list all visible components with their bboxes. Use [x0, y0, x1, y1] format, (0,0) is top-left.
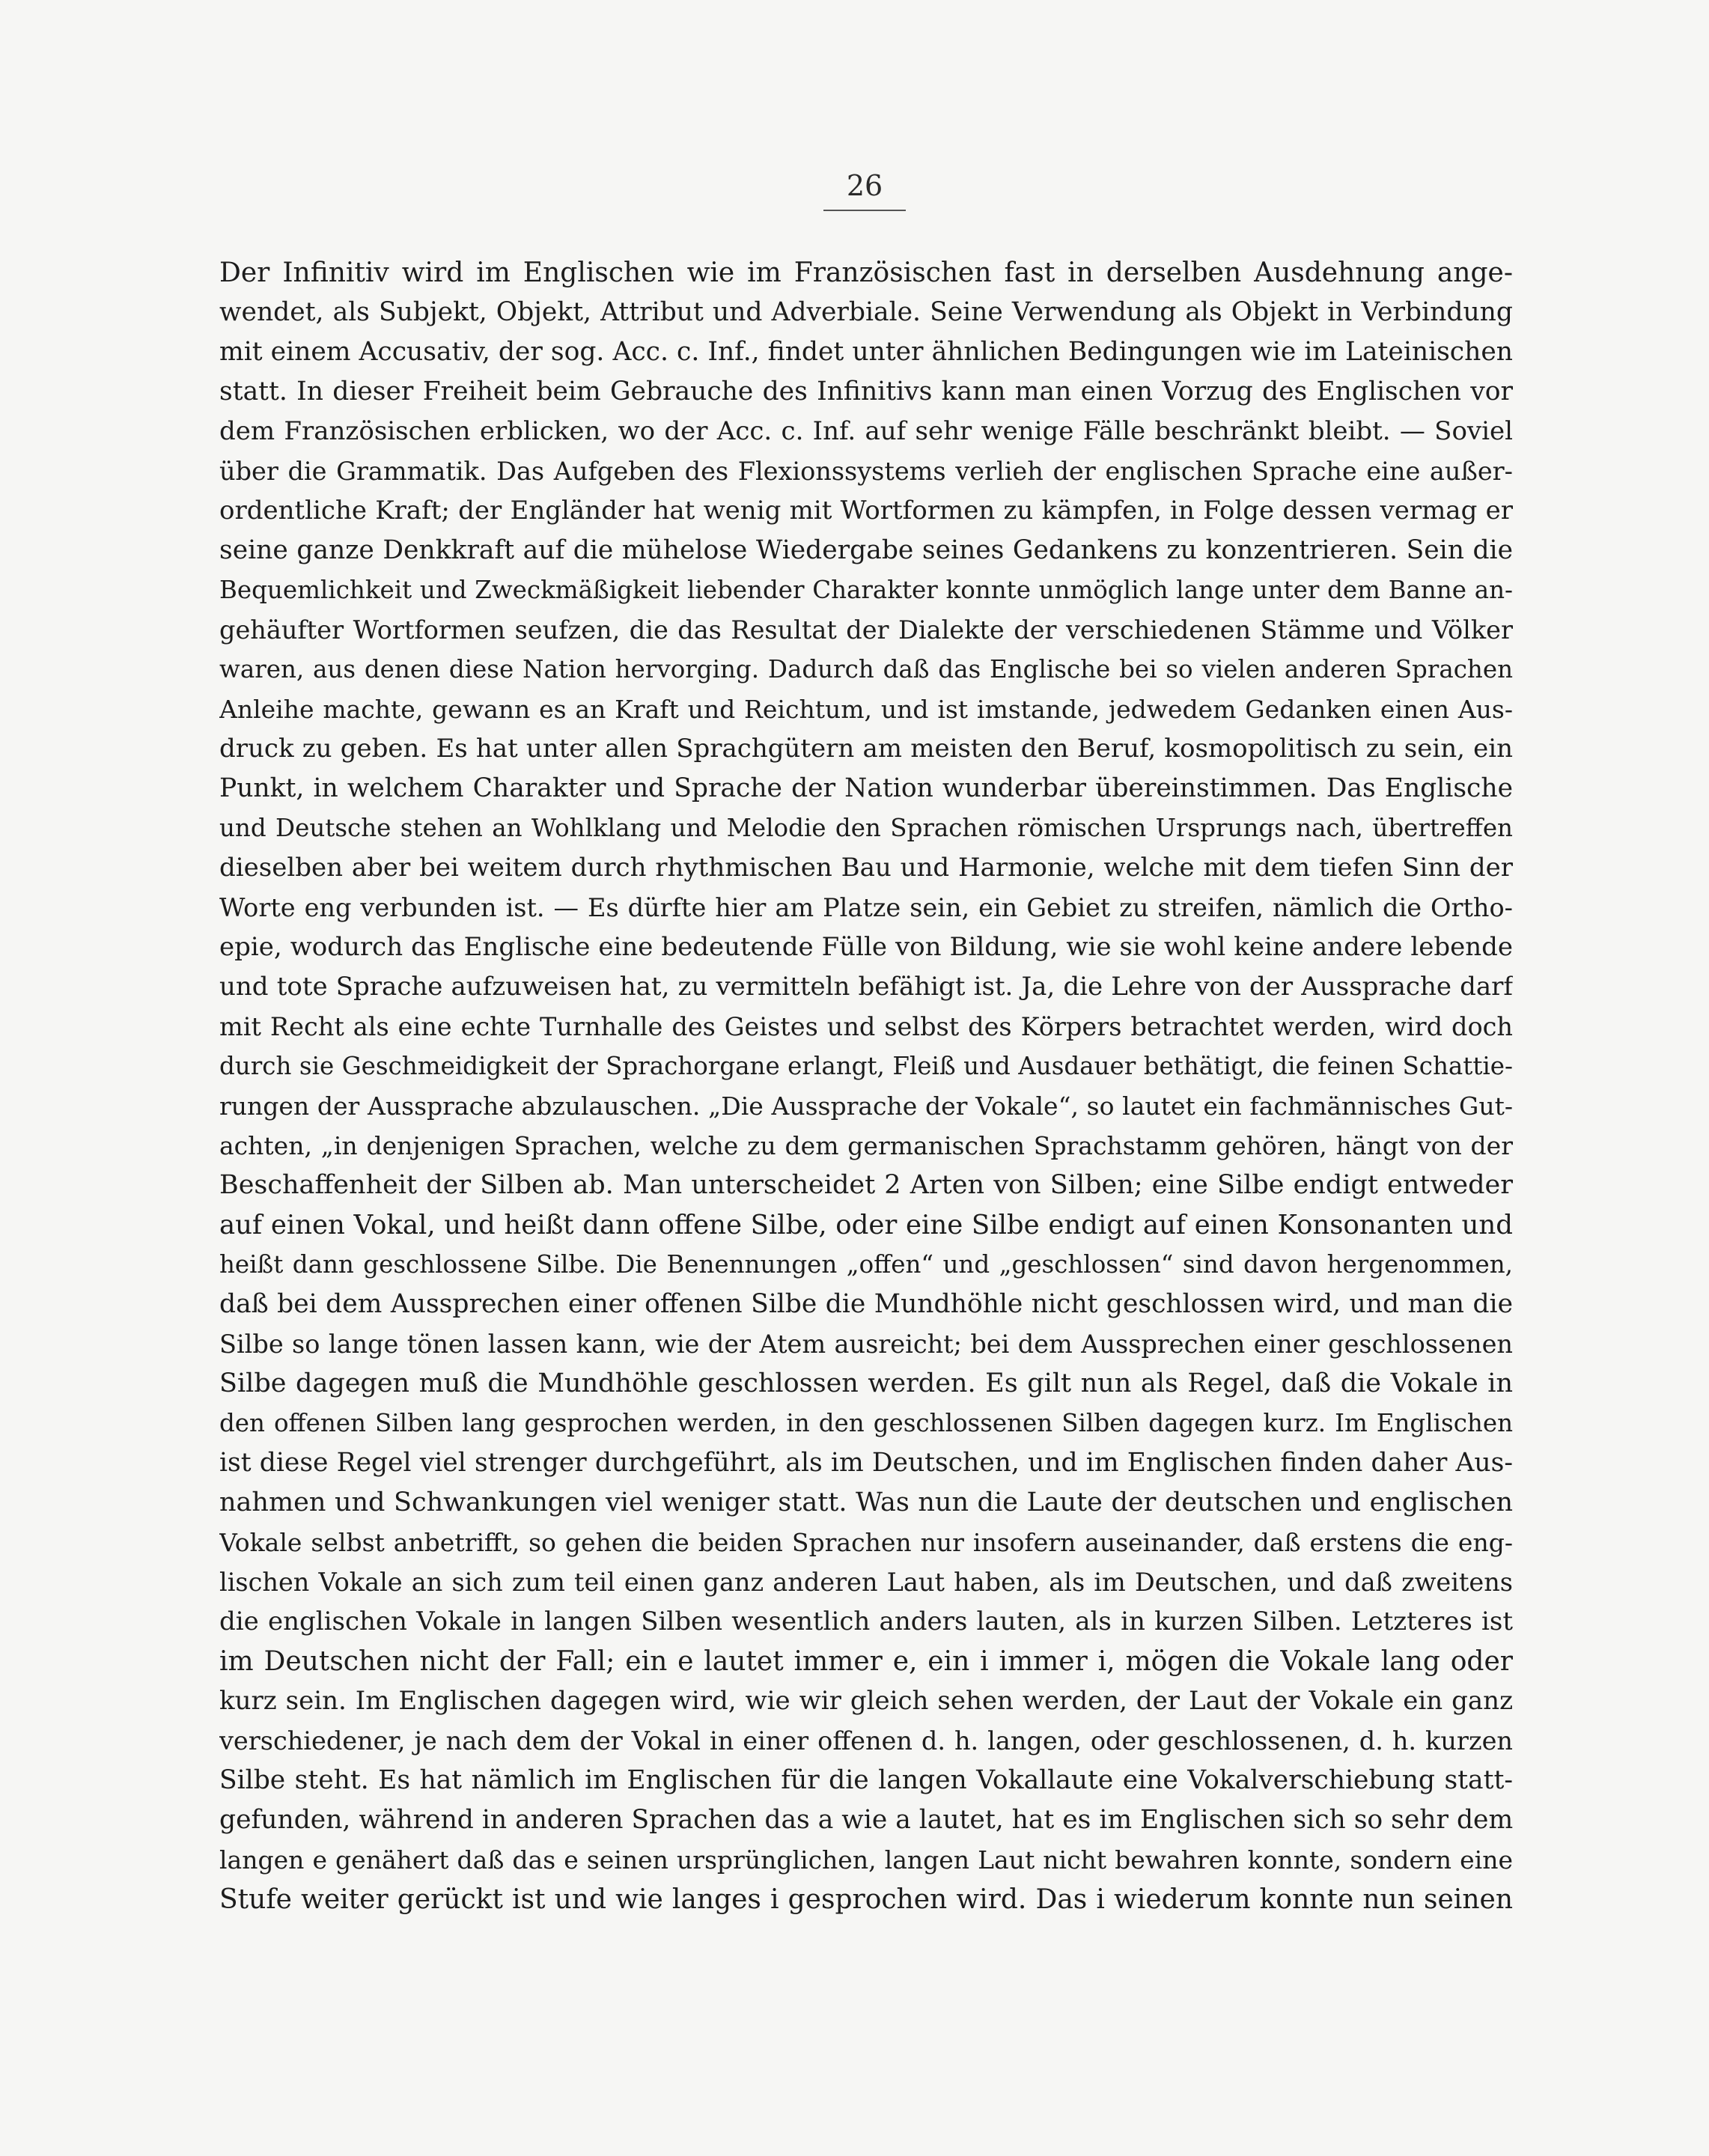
text-line: und Deutsche stehen an Wohlklang und Melodie den Sprachen römischen Ursprungs nach, übertreffen [219, 814, 1513, 842]
text-line: lischen Vokale an sich zum teil einen ganz anderen Laut haben, als im Deutschen, und daß zweitens [219, 1568, 1513, 1597]
text-line: ist diese Regel viel strenger durchgeführt, als im Deutschen, und im Englischen finden daher Aus- [219, 1448, 1513, 1478]
page-number: 26 [846, 169, 883, 202]
text-line: druck zu geben. Es hat unter allen Sprachgütern am meisten den Beruf, kosmopolitisch zu sein, ein [219, 734, 1513, 764]
text-line: gefunden, während in anderen Sprachen das a wie a lautet, hat es im Englischen sich so sehr dem [219, 1805, 1513, 1835]
text-line: kurz sein. Im Englischen dagegen wird, wie wir gleich sehen werden, der Laut der Vokale ein ganz [219, 1686, 1513, 1716]
text-line: dieselben aber bei weitem durch rhythmischen Bau und Harmonie, welche mit dem tiefen Sinn der [219, 853, 1513, 883]
text-line: ordentliche Kraft; der Engländer hat wenig mit Wortformen zu kämpfen, in Folge dessen vermag er [219, 496, 1513, 526]
text-line: rungen der Aussprache abzulauschen. „Die Aussprache der Vokale“, so lautet ein fachmännisches Gut- [219, 1091, 1513, 1121]
text-line: nahmen und Schwankungen viel weniger statt. Was nun die Laute der deutschen und englischen [219, 1487, 1513, 1517]
text-line: heißt dann geschlossene Silbe. Die Benennungen „offen“ und „geschlossen“ sind davon hergenommen, [219, 1250, 1513, 1279]
text-line: verschiedener, je nach dem der Vokal in einer offenen d. h. langen, oder geschlossenen, d. h. kurzen [219, 1726, 1513, 1755]
text-line: daß bei dem Aussprechen einer offenen Silbe die Mundhöhle nicht geschlossen wird, und man die [219, 1289, 1513, 1319]
text-line: Bequemlichkeit und Zweckmäßigkeit liebender Charakter konnte unmöglich lange unter dem Banne an- [219, 576, 1513, 604]
text-line: Der Infinitiv wird im Englischen wie im Französischen fast in derselben Ausdehnung ange- [219, 258, 1513, 288]
text-line: statt. In dieser Freiheit beim Gebrauche des Infinitivs kann man einen Vorzug des Englischen vor [219, 377, 1513, 406]
text-line: waren, aus denen diese Nation hervorging. Dadurch daß das Englische bei so vielen anderen Sprachen [219, 655, 1513, 683]
text-line: achten, „in denjenigen Sprachen, welche zu dem germanischen Sprachstamm gehören, hängt von der [219, 1131, 1513, 1160]
text-line: durch sie Geschmeidigkeit der Sprachorgane erlangt, Fleiß und Ausdauer bethätigt, die feinen Schattie- [219, 1052, 1513, 1080]
text-line: dem Französischen erblicken, wo der Acc. c. Inf. auf sehr wenige Fälle beschränkt bleibt. — Soviel [219, 416, 1513, 446]
text-line: die englischen Vokale in langen Silben wesentlich anders lauten, als in kurzen Silben. Letzteres ist [219, 1607, 1513, 1636]
text-line: Silbe so lange tönen lassen kann, wie der Atem ausreicht; bei dem Aussprechen einer geschlossenen [219, 1330, 1513, 1359]
text-line: im Deutschen nicht der Fall; ein e lautet immer e, ein i immer i, mögen die Vokale lang oder [219, 1646, 1513, 1677]
text-line: Beschaffenheit der Silben ab. Man unterscheidet 2 Arten von Silben; eine Silbe endigt entweder [219, 1170, 1513, 1200]
body-text [219, 253, 1513, 1919]
text-line: Vokale selbst anbetrifft, so gehen die beiden Sprachen nur insofern auseinander, daß erstens die eng- [219, 1528, 1513, 1557]
text-line: Worte eng verbunden ist. — Es dürfte hier am Platze sein, ein Gebiet zu streifen, nämlich die Ortho- [219, 893, 1513, 922]
text-line: Anleihe machte, gewann es an Kraft und Reichtum, und ist imstande, jedwedem Gedanken einen Aus- [219, 695, 1513, 724]
text-line: Silbe dagegen muß die Mundhöhle geschlossen werden. Es gilt nun als Regel, daß die Vokale in [219, 1368, 1513, 1398]
text-line: epie, wodurch das Englische eine bedeutende Fülle von Bildung, wie sie wohl keine andere lebende [219, 932, 1513, 962]
text-line: und tote Sprache aufzuweisen hat, zu vermitteln befähigt ist. Ja, die Lehre von der Aussprache darf [219, 972, 1513, 1002]
text-line: wendet, als Subjekt, Objekt, Attribut und Adverbiale. Seine Verwendung als Objekt in Verbindung [219, 297, 1513, 327]
text-line: langen e genähert daß das e seinen ursprünglichen, langen Laut nicht bewahren konnte, sondern eine [219, 1845, 1513, 1875]
text-line: Punkt, in welchem Charakter und Sprache der Nation wunderbar übereinstimmen. Das Englische [219, 773, 1513, 803]
page-number-rule [823, 210, 906, 211]
text-line: Stufe weiter gerückt ist und wie langes i gesprochen wird. Das i wiederum konnte nun seinen [219, 1884, 1513, 1915]
text-line: auf einen Vokal, und heißt dann offene Silbe, oder eine Silbe endigt auf einen Konsonanten und [219, 1210, 1513, 1240]
text-line: mit einem Accusativ, der sog. Acc. c. Inf., findet unter ähnlichen Bedingungen wie im Lateinischen [219, 337, 1513, 367]
text-line: mit Recht als eine echte Turnhalle des Geistes und selbst des Körpers betrachtet werden, wird doch [219, 1012, 1513, 1041]
text-line: seine ganze Denkkraft auf die mühelose Wiedergabe seines Gedankens zu konzentrieren. Sein die [219, 535, 1513, 565]
text-line: den offenen Silben lang gesprochen werden, in den geschlossenen Silben dagegen kurz. Im Englischen [219, 1409, 1513, 1437]
text-line: gehäufter Wortformen seufzen, die das Resultat der Dialekte der verschiedenen Stämme und Völker [219, 615, 1513, 645]
text-line: über die Grammatik. Das Aufgeben des Flexionssystems verlieh der englischen Sprache eine außer- [219, 457, 1513, 486]
text-line: Silbe steht. Es hat nämlich im Englischen für die langen Vokallaute eine Vokalverschiebung statt- [219, 1765, 1513, 1795]
